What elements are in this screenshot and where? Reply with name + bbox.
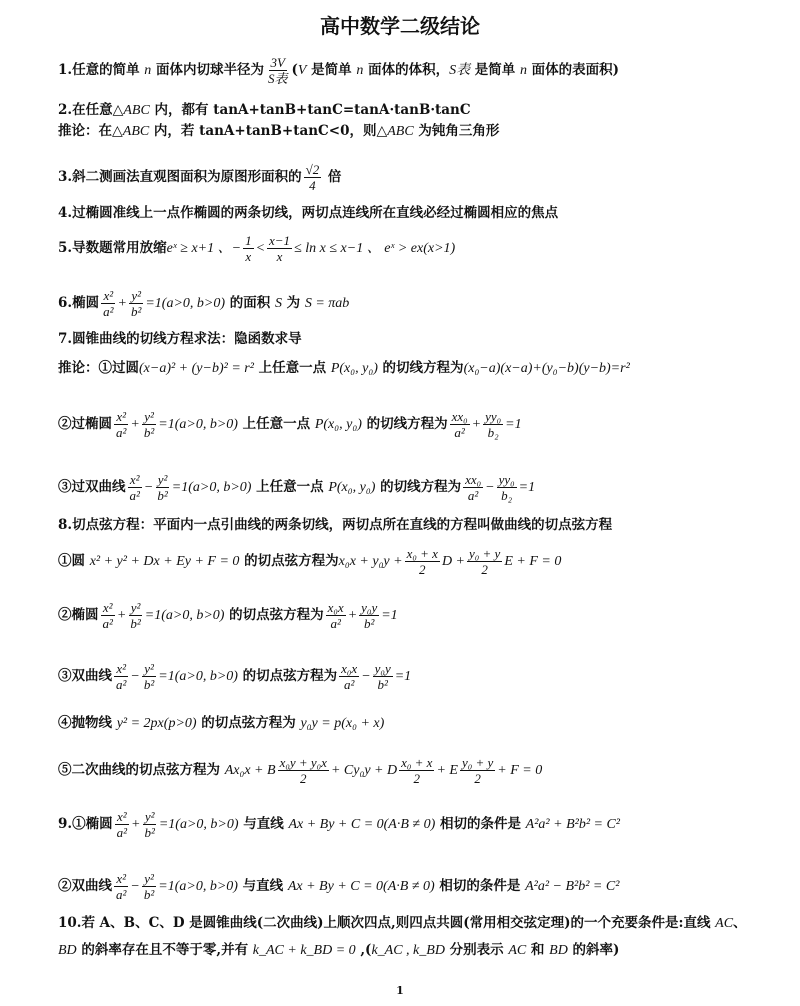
text-run: 的切点弦方程为: [196, 715, 301, 731]
fraction-denominator: a²: [467, 488, 479, 503]
math-expression: =1(a>0, b>0): [158, 817, 239, 832]
fraction-numerator: x₀ + x: [401, 755, 433, 770]
text-run: 内，若 tanA+tanB+tanC<0，则: [149, 123, 377, 139]
fraction-denominator: a²: [116, 887, 127, 902]
math-expression: =1(a>0, b>0): [144, 608, 225, 623]
fraction-numerator: 1: [245, 233, 252, 248]
text-run: ②过椭圆: [58, 416, 112, 432]
math-expression: + Cy₀y + D: [330, 763, 398, 778]
math-expression: =1: [381, 608, 398, 623]
fraction-numerator: xx₀: [451, 409, 468, 424]
item-7-ellipse-tangent: [58, 409, 780, 440]
fraction: [326, 600, 346, 631]
fraction: [278, 755, 329, 786]
math-expression: (x−a)² + (y−b)² = r²: [139, 361, 254, 376]
math-expression: =1(a>0, b>0): [158, 669, 238, 684]
math-expression: Ax₀x + B: [224, 763, 276, 778]
math-expression: =1(a>0, b>0): [171, 480, 252, 495]
math-expression: + F = 0: [497, 763, 543, 778]
math-expression: +: [130, 417, 140, 432]
math-expression: (x₀−a)(x−a)+(y₀−b)(y−b)=r²: [463, 361, 630, 376]
text-run: 的面积: [225, 295, 275, 311]
fraction-numerator: x²: [116, 661, 127, 676]
math-expression: =1(a>0, b>0): [158, 417, 238, 432]
math-expression: AC: [508, 943, 527, 958]
fraction-numerator: y²: [144, 409, 154, 424]
fraction-denominator: b²: [157, 488, 168, 503]
text-run: 的切线方程为: [361, 416, 448, 432]
fraction-denominator: b²: [377, 677, 388, 692]
math-expression: AC: [715, 916, 734, 931]
fraction: [142, 871, 156, 902]
text-run: 上任意一点: [237, 416, 315, 432]
fraction-denominator: S表: [268, 71, 288, 86]
fraction-denominator: a²: [103, 304, 114, 319]
math-expression: +: [116, 608, 127, 623]
fraction-denominator: 2: [413, 771, 421, 786]
math-expression: S表: [449, 63, 471, 78]
text-run: 4.过椭圆准线上一点作椭圆的两条切线，两切点连线所在直线必经过椭圆相应的焦点: [58, 205, 559, 221]
math-expression: +: [471, 417, 482, 432]
fraction-numerator: x²: [129, 472, 140, 487]
text-run: 是简单: [470, 62, 520, 78]
math-expression: +: [117, 296, 127, 311]
item-8-hyperbola-chord: [58, 661, 780, 692]
fraction-denominator: b²: [363, 616, 375, 631]
math-expression: k_AC + k_BD = 0: [252, 943, 356, 958]
text-run: 6.椭圆: [58, 295, 100, 311]
fraction: [114, 409, 128, 440]
fraction-denominator: b²: [143, 425, 155, 440]
math-expression: BD: [549, 943, 568, 958]
text-run: 上任意一点: [253, 360, 331, 376]
text-run: 2.在任意: [58, 102, 113, 118]
text-run: ⑤二次曲线的切点弦方程为: [58, 762, 225, 778]
math-expression: V: [297, 63, 307, 78]
text-run: 8.切点弦方程：平面内一点引曲线的两条切线，两切点所在直线的方程叫做曲线的切点弦方程: [58, 517, 613, 533]
math-expression: n: [144, 63, 152, 78]
math-expression: △ABC: [376, 124, 414, 139]
math-expression: y² = 2px(p>0): [116, 716, 197, 731]
fraction-numerator: y²: [131, 288, 141, 303]
fraction-denominator: a²: [343, 677, 355, 692]
fraction: [243, 233, 254, 264]
fraction-numerator: x₀ + x: [406, 546, 438, 561]
math-expression: P(x₀, y₀): [314, 417, 362, 432]
fraction-denominator: a²: [116, 677, 127, 692]
math-expression: =1: [394, 669, 412, 684]
fraction-denominator: b²: [130, 304, 142, 319]
text-run: ②椭圆: [58, 607, 99, 623]
fraction-denominator: a²: [102, 616, 113, 631]
item-7-circle-tangent: [58, 359, 780, 378]
item-3-oblique-projection: [58, 162, 780, 193]
fraction: [114, 871, 128, 902]
fraction: [267, 233, 292, 264]
math-expression: ≤ ln x ≤ x−1 、 eˣ > ex(x>1): [294, 241, 456, 256]
math-expression: Ax + By + C = 0(A·B ≠ 0): [288, 817, 436, 832]
item-1-insphere-radius: [58, 55, 780, 86]
fraction-numerator: yy₀: [498, 472, 515, 487]
item-7-hyperbola-tangent: [58, 472, 780, 503]
math-expression: S: [274, 296, 282, 311]
item-8-ellipse-chord: [58, 600, 780, 631]
fraction: [463, 472, 483, 503]
item-4-ellipse-directrix: [58, 204, 780, 222]
math-expression: △ABC: [112, 103, 150, 118]
fraction-denominator: 2: [474, 771, 481, 786]
math-expression: A²a² − B²b² = C²: [525, 879, 620, 894]
math-expression: =1: [505, 417, 522, 432]
fraction: [142, 409, 156, 440]
text-run: ②双曲线: [58, 878, 112, 894]
fraction-denominator: b²: [130, 616, 141, 631]
text-run: 的斜率): [567, 942, 620, 958]
item-10-concyclic-condition: [58, 914, 780, 933]
math-expression: =1(a>0, b>0): [145, 296, 226, 311]
item-8-parabola-chord: [58, 714, 780, 733]
math-expression: BD: [58, 943, 77, 958]
text-run: 上任意一点: [251, 479, 329, 495]
fraction-denominator: a²: [129, 488, 140, 503]
text-run: 推论：①过圆: [58, 360, 139, 376]
item-8-conic-chord: [58, 755, 780, 786]
fraction-denominator: x: [276, 249, 283, 264]
item-9-ellipse-line-tangency: [58, 809, 780, 840]
fraction-denominator: b²: [143, 887, 155, 902]
fraction: [155, 472, 169, 503]
fraction: [129, 288, 143, 319]
text-run: 分别表示: [444, 942, 509, 958]
math-expression: A²a² + B²b² = C²: [525, 817, 620, 832]
text-run: 倍: [323, 169, 342, 185]
text-run: 和: [526, 942, 550, 958]
item-5-derivative-bounds: [58, 233, 780, 264]
math-expression: x₀x + y₀y +: [338, 554, 403, 569]
text-run: 3.斜二测画法直观图面积为原图形面积的: [58, 169, 302, 185]
math-expression: D +: [441, 554, 465, 569]
fraction-numerator: y²: [144, 871, 154, 886]
fraction: [405, 546, 440, 577]
item-8-chord-of-contact: [58, 516, 780, 534]
math-expression: +: [347, 608, 358, 623]
fraction-numerator: y²: [130, 600, 141, 615]
text-run: ④抛物线: [58, 715, 117, 731]
text-run: 内，都有 tanA+tanB+tanC=tanA·tanB·tanC: [149, 102, 471, 118]
fraction-numerator: y₀ + y: [461, 755, 494, 770]
fraction: [142, 809, 156, 840]
text-run: 相切的条件是: [434, 878, 526, 894]
math-expression: △ABC: [112, 124, 150, 139]
fraction: [115, 809, 129, 840]
fraction-numerator: y²: [144, 809, 155, 824]
fraction-denominator: a²: [454, 425, 465, 440]
math-expression: =1: [518, 480, 536, 495]
fraction-denominator: 4: [309, 178, 316, 193]
math-expression: k_AC , k_BD: [371, 943, 445, 958]
fraction: [142, 661, 156, 692]
fraction-numerator: y₀y: [374, 661, 391, 676]
math-expression: x² + y² + Dx + Ey + F = 0: [89, 554, 240, 569]
fraction-denominator: b²: [144, 825, 155, 840]
fraction: [497, 472, 517, 503]
fraction: [460, 755, 495, 786]
fraction-denominator: a²: [116, 825, 127, 840]
fraction: [373, 661, 393, 692]
fraction-numerator: y²: [157, 472, 168, 487]
fraction-denominator: b²: [143, 677, 155, 692]
fraction: [467, 546, 502, 577]
math-expression: +: [131, 817, 141, 832]
text-run: (: [291, 62, 298, 78]
text-run: 7.圆锥曲线的切线方程求法：隐函数求导: [58, 331, 302, 347]
item-6-ellipse-area: [58, 288, 780, 319]
math-expression: y₀y = p(x₀ + x): [300, 716, 385, 731]
fraction-numerator: √2: [305, 162, 320, 177]
fraction-denominator: b₂: [501, 488, 513, 503]
fraction-numerator: x₀x: [327, 600, 344, 615]
fraction: [450, 409, 470, 440]
math-expression: P(x₀, y₀): [328, 480, 376, 495]
fraction: [339, 661, 359, 692]
fraction-denominator: a²: [116, 425, 127, 440]
text-run: 、: [733, 915, 747, 931]
math-expression: E + F = 0: [504, 554, 562, 569]
fraction-numerator: 3V: [270, 55, 285, 70]
text-run: 与直线: [238, 816, 289, 832]
fraction-numerator: x²: [116, 871, 127, 886]
math-expression: −: [361, 669, 371, 684]
fraction-denominator: x: [245, 249, 252, 264]
item-9-hyperbola-line-tangency: [58, 871, 780, 902]
text-run: 为: [281, 295, 305, 311]
text-run: 10.若 A、B、C、D 是圆锥曲线(二次曲线)上顺次四点,则四点共圆(常用相交弦定理)的一个充要条件是:直线: [58, 915, 716, 931]
fraction: [399, 755, 434, 786]
text-run: 5.导数题常用放缩: [58, 240, 167, 256]
text-run: ,(: [355, 942, 372, 958]
item-2-corollary: [58, 122, 780, 141]
fraction-numerator: x²: [116, 409, 127, 424]
text-run: 为钝角三角形: [413, 123, 500, 139]
fraction: [359, 600, 379, 631]
math-expression: eˣ ≥ x+1 、−: [166, 241, 242, 256]
fraction-numerator: y₀y: [361, 600, 378, 615]
fraction-numerator: x²: [102, 600, 113, 615]
text-run: ③双曲线: [58, 668, 112, 684]
fraction-denominator: 2: [481, 562, 488, 577]
fraction: [101, 288, 115, 319]
text-run: ③过双曲线: [58, 479, 126, 495]
text-run: 推论：在: [58, 123, 112, 139]
math-expression: −: [143, 480, 154, 495]
math-expression: −: [130, 879, 140, 894]
math-expression: =1(a>0, b>0): [158, 879, 238, 894]
item-10-slope-condition: [58, 941, 780, 960]
math-expression: n: [519, 63, 527, 78]
text-run: 的切线方程为: [377, 360, 464, 376]
text-run: 面体的体积，: [363, 62, 450, 78]
text-run: 与直线: [237, 878, 288, 894]
text-run: 是简单: [306, 62, 357, 78]
fraction-numerator: x²: [116, 809, 127, 824]
text-run: 9.①椭圆: [58, 816, 113, 832]
page-number: 1: [396, 984, 404, 997]
math-expression: P(x₀, y₀): [330, 361, 378, 376]
fraction: [128, 600, 142, 631]
text-run: 的斜率存在且不等于零,并有: [76, 942, 253, 958]
math-expression: S = πab: [304, 296, 350, 311]
math-expression: <: [255, 241, 266, 256]
fraction-numerator: y₀ + y: [469, 546, 501, 561]
item-8-circle-chord: [58, 546, 780, 577]
text-run: 相切的条件是: [435, 816, 526, 832]
text-run: 面体内切球半径为: [151, 62, 264, 78]
fraction: [101, 600, 115, 631]
fraction-numerator: y²: [144, 661, 154, 676]
fraction: [266, 55, 290, 86]
fraction-numerator: x−1: [269, 233, 291, 248]
page-title: 高中数学二级结论: [320, 14, 480, 38]
fraction: [304, 162, 322, 193]
text-run: 1.任意的简单: [58, 62, 145, 78]
math-expression: −: [485, 480, 495, 495]
math-expression: −: [130, 669, 140, 684]
text-run: ①圆: [58, 553, 90, 569]
fraction-denominator: 2: [419, 562, 426, 577]
math-expression: + E: [436, 763, 458, 778]
text-run: 的切点弦方程为: [224, 607, 324, 623]
fraction-numerator: yy₀: [485, 409, 502, 424]
text-run: 面体的表面积): [526, 62, 620, 78]
fraction-numerator: xx₀: [465, 472, 482, 487]
text-run: 的切点弦方程为: [239, 553, 339, 569]
fraction-numerator: x²: [103, 288, 114, 303]
fraction-numerator: x₀y + y₀x: [279, 755, 327, 770]
math-expression: n: [356, 63, 364, 78]
text-run: 的切点弦方程为: [237, 668, 338, 684]
fraction-denominator: 2: [300, 771, 307, 786]
math-expression: Ax + By + C = 0(A·B ≠ 0): [287, 879, 435, 894]
item-7-tangent-method: [58, 330, 780, 348]
fraction-numerator: x₀x: [341, 661, 358, 676]
fraction: [483, 409, 503, 440]
fraction: [128, 472, 142, 503]
text-run: 的切线方程为: [375, 479, 462, 495]
item-2-tangent-identity: [58, 101, 780, 120]
fraction-denominator: b₂: [487, 425, 499, 440]
fraction-denominator: a²: [330, 616, 341, 631]
fraction: [114, 661, 128, 692]
